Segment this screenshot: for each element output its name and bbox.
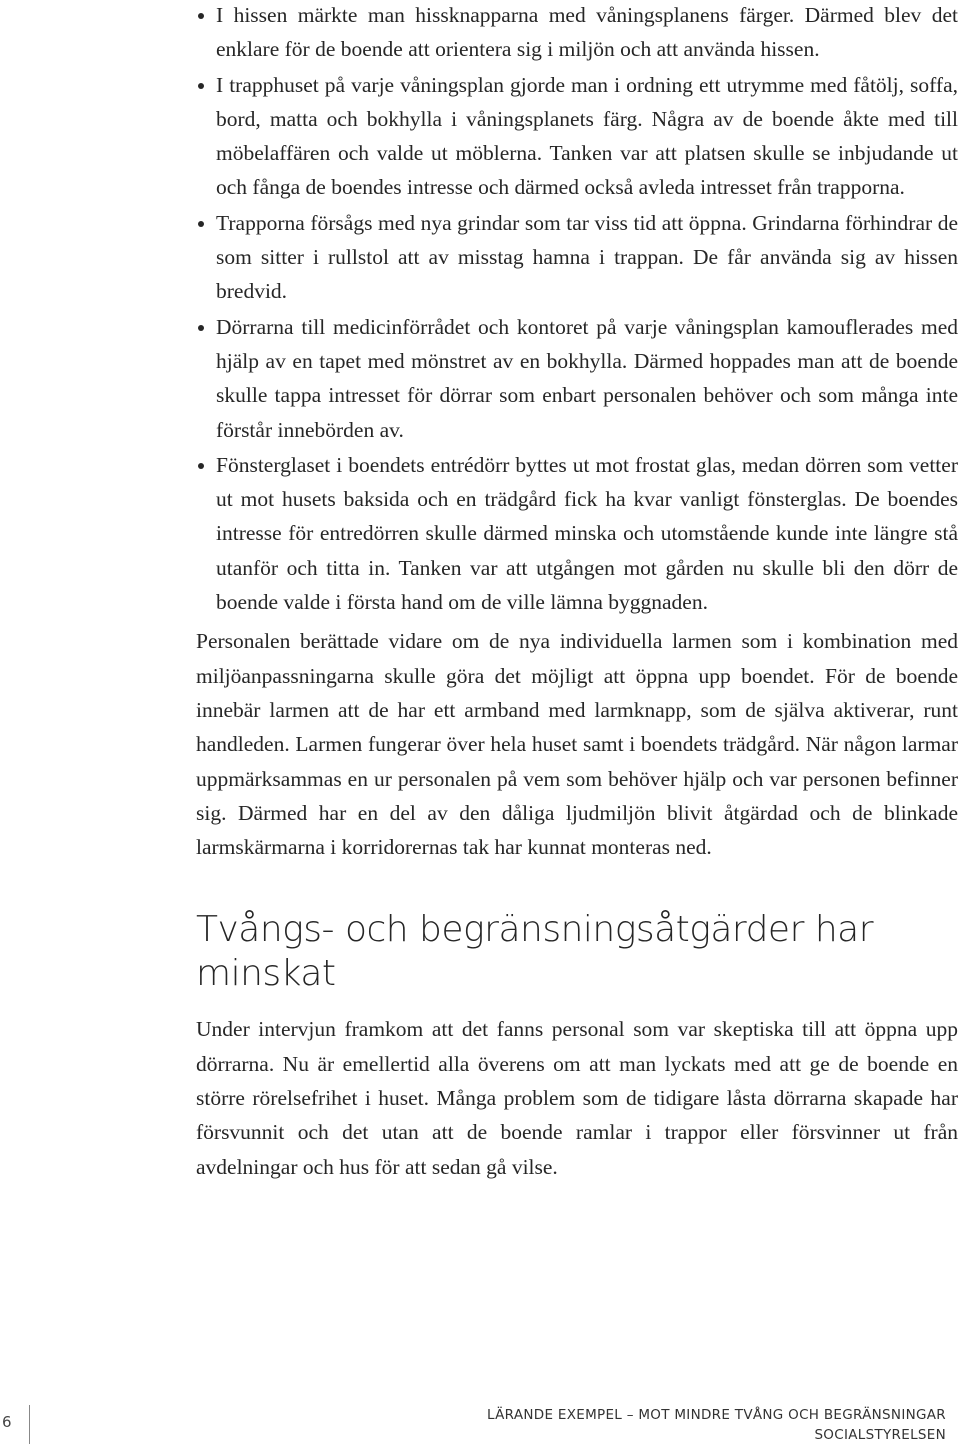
list-item-text: Dörrarna till medicinförrådet och kontoret på varje våningsplan kamouflerades med hjälp av en tapet med mönstret av en bokhylla. Därmed hoppades man att de boende skulle tappa intresset för dörrar som enbart personalen behöver och som många inte förstår innebörden av. — [216, 314, 958, 442]
bullet-icon — [198, 83, 204, 89]
bullet-icon — [198, 325, 204, 331]
list-item-text: I trapphuset på varje våningsplan gjorde man i ordning ett utrymme med fåtölj, soffa, bord, matta och bokhylla i våningsplanets färg. Några av de boende åkte med till möbelaffären och valde ut möblerna. Tanken var att platsen skulle se inbjudande ut och fånga de boendes intresse och därmed också avleda intresset från trapporna. — [216, 72, 958, 200]
list-item-text: Fönsterglaset i boendets entrédörr byttes ut mot frostat glas, medan dörren som vetter ut mot husets baksida och en trädgård fick ha kvar vanligt fönsterglas. De boendes intresse för entredörren skulle därmed minska och utomstående kunde inte längre stå utanför och titta in. Tanken var att utgången mot gården nu skulle bli den dörr de boende valde i första hand om de ville lämna byggnaden. — [216, 452, 958, 615]
section-paragraph: Under intervjun framkom att det fanns personal som var skeptiska till att öppna upp dörrarna. Nu är emellertid alla överens om att man lyckats med att ge de boende en större rörelsefrihet i huset. Många problem som de tidigare låsta dörrarna skapade har försvunnit och det utan att de boende ramlar i trappor eller försvinner ut från avdelningar och hus för att sedan gå vilse. — [196, 1017, 958, 1179]
document-body — [196, 0, 958, 1184]
publisher-name: SOCIALSTYRELSEN — [814, 1427, 946, 1443]
list-item — [196, 448, 958, 619]
list-item — [196, 206, 958, 309]
list-item-text: Trapporna försågs med nya grindar som tar viss tid att öppna. Grindarna förhindrar de som sitter i rullstol att av misstag hamna i trappan. De får använda sig av hissen bredvid. — [216, 210, 958, 304]
page-number: 6 — [2, 1413, 12, 1431]
list-item — [196, 68, 958, 205]
running-footer — [487, 1405, 946, 1445]
publication-title: LÄRANDE EXEMPEL – MOT MINDRE TVÅNG OCH BEGRÄNSNINGAR — [487, 1407, 946, 1423]
measures-list — [196, 0, 958, 619]
bullet-icon — [198, 13, 204, 19]
list-item — [196, 310, 958, 447]
section-heading: Tvångs- och begränsningsåtgärder har minskat — [196, 909, 874, 995]
bullet-icon — [198, 221, 204, 227]
body-paragraph: Personalen berättade vidare om de nya individuella larmen som i kombination med miljöanpassningarna skulle göra det möjligt att öppna upp boendet. För de boende innebär larmen att de har ett armband med larmknapp, som de själva aktiverar, runt handleden. Larmen fungerar över hela huset samt i boendets trädgård. När någon larmar uppmärksammas en ur personalen på vem som behöver hjälp och var personen befinner sig. Därmed har en del av den dåliga ljudmiljön blivit åtgärdad och de blinkade larmskärmarna i korridorernas tak har kunnat monteras ned. — [196, 629, 958, 860]
footer-divider — [29, 1405, 30, 1444]
list-item — [196, 0, 958, 67]
list-item-text: I hissen märkte man hissknapparna med våningsplanens färger. Därmed blev det enklare för de boende att orientera sig i miljön och att använda hissen. — [216, 3, 958, 62]
bullet-icon — [198, 463, 204, 469]
